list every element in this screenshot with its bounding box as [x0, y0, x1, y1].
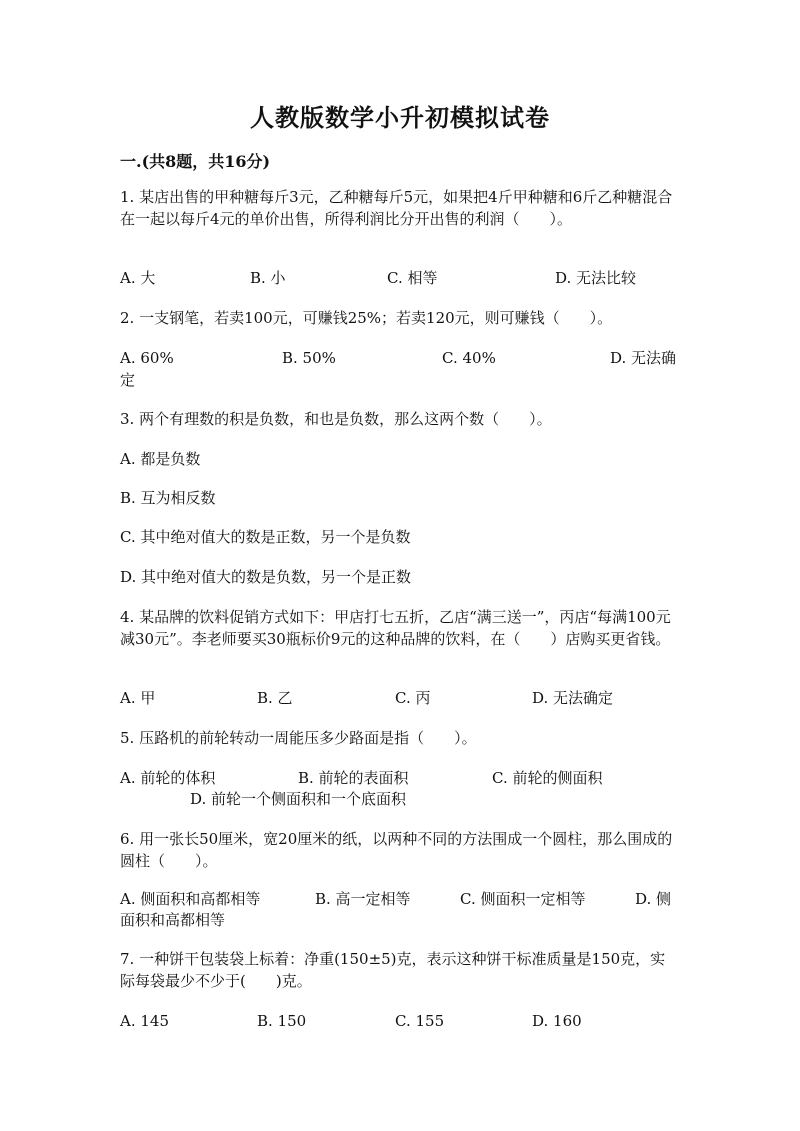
question-5-options [120, 767, 680, 789]
option-c[interactable]: C. 相等 [387, 269, 438, 287]
option-b[interactable]: B. 前轮的表面积 [298, 769, 409, 787]
option-d[interactable]: D. 160 [532, 1012, 582, 1030]
question-1-options [120, 267, 680, 289]
question-6-options [120, 888, 680, 910]
question-7-options [120, 1010, 680, 1032]
question-1-stem: 1. 某店出售的甲种糖每斤3元，乙种糖每斤5元，如果把4斤甲种糖和6斤乙种糖混合在一起以每斤4元的单价出售，所得利润比分开出售的利润（ ）。 [120, 188, 673, 228]
option-a[interactable]: A. 大 [120, 269, 156, 287]
question-2-stem: 2. 一支钢笔，若卖100元，可赚钱25%；若卖120元，则可赚钱（ ）。 [120, 309, 613, 327]
option-a[interactable]: A. 都是负数 [120, 450, 201, 468]
option-d[interactable]: D. 无法确 [610, 349, 677, 367]
option-d[interactable]: D. 无法比较 [555, 269, 637, 287]
option-b[interactable]: B. 150 [257, 1012, 307, 1030]
page-title: 人教版数学小升初模拟试卷 [250, 103, 550, 132]
option-b[interactable]: B. 互为相反数 [120, 489, 216, 507]
question-4-stem: 4. 某品牌的饮料促销方式如下：甲店打七五折，乙店“满三送一”，丙店“每满100元减30元”。李老师要买30瓶标价9元的这种品牌的饮料，在（ ）店购买更省钱。 [120, 608, 671, 648]
option-a[interactable]: A. 前轮的体积 [120, 769, 216, 787]
question-2-options [120, 347, 680, 369]
option-d[interactable]: D. 侧 [635, 890, 672, 908]
option-b[interactable]: B. 乙 [257, 689, 293, 707]
option-d-continued: 面积和高都相等 [120, 911, 226, 929]
question-5-stem: 5. 压路机的前轮转动一周能压多少路面是指（ ）。 [120, 729, 477, 747]
option-d-continued: 定 [120, 371, 136, 389]
option-d[interactable]: D. 其中绝对值大的数是负数，另一个是正数 [120, 568, 412, 586]
option-b[interactable]: B. 高一定相等 [315, 890, 411, 908]
option-b[interactable]: B. 小 [250, 269, 286, 287]
option-c[interactable]: C. 155 [395, 1012, 445, 1030]
option-c[interactable]: C. 侧面积一定相等 [460, 890, 586, 908]
option-b[interactable]: B. 50% [282, 349, 336, 367]
option-c[interactable]: C. 前轮的侧面积 [492, 769, 603, 787]
option-c[interactable]: C. 其中绝对值大的数是正数，另一个是负数 [120, 528, 411, 546]
option-d[interactable]: D. 无法确定 [532, 689, 614, 707]
question-3-stem: 3. 两个有理数的积是负数，和也是负数，那么这两个数（ ）。 [120, 410, 552, 428]
section-heading: 一.(共8题，共16分) [120, 152, 271, 171]
option-a[interactable]: A. 甲 [120, 689, 156, 707]
option-c[interactable]: C. 40% [442, 349, 496, 367]
question-4-options [120, 687, 680, 709]
option-a[interactable]: A. 60% [120, 349, 174, 367]
question-6-stem: 6. 用一张长50厘米，宽20厘米的纸，以两种不同的方法围成一个圆柱，那么围成的圆柱（ ）。 [120, 830, 673, 870]
option-a[interactable]: A. 145 [120, 1012, 169, 1030]
option-d[interactable]: D. 前轮一个侧面积和一个底面积 [190, 790, 407, 808]
option-a[interactable]: A. 侧面积和高都相等 [120, 890, 261, 908]
option-c[interactable]: C. 丙 [395, 689, 431, 707]
question-7-stem: 7. 一种饼干包装袋上标着：净重(150±5)克，表示这种饼干标准质量是150克，实际每袋最少不少于( )克。 [120, 950, 666, 990]
